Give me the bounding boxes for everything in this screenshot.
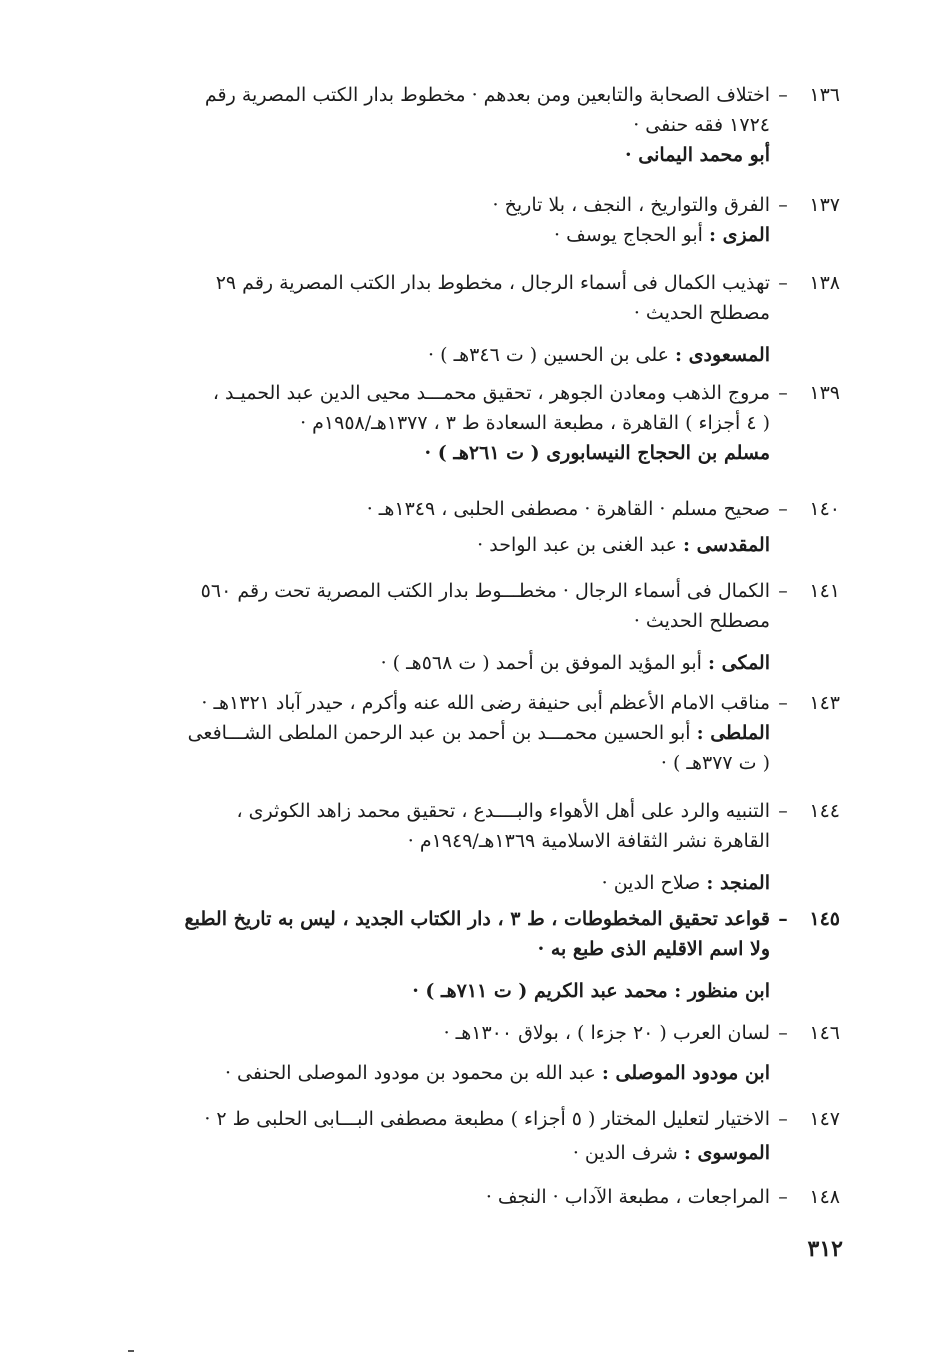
entry-dash: – [778, 1022, 788, 1044]
author-name: المسعودى : [675, 344, 770, 366]
author-heading [70, 718, 840, 748]
bibliography-entry-139 [70, 378, 840, 468]
author-heading [70, 868, 840, 898]
entry-dash: – [778, 84, 788, 106]
bibliography-entry-145 [70, 904, 840, 1006]
author-heading [70, 340, 840, 370]
author-heading [70, 220, 840, 250]
page-number: ٣١٢ [807, 1236, 843, 1262]
author-name: الملطى : [696, 722, 770, 744]
entry-continuation: ولا اسم الاقليم الذى طبع به · [537, 938, 770, 960]
entry-title: قواعد تحقيق المخطوطات ، ط ٣ ، دار الكتاب الجديد ، ليس به تاريخ الطبع [184, 908, 770, 930]
entry-continuation: ١٧٢٤ فقه حنفى · [633, 114, 770, 136]
bibliography-entry-147 [70, 1104, 840, 1168]
entry-dash: – [778, 272, 788, 294]
author-heading [70, 648, 840, 678]
bibliography-entry-144 [70, 796, 840, 898]
entry-first-line [70, 378, 840, 408]
entry-first-line [70, 1018, 840, 1048]
author-name: الموسوى : [683, 1142, 770, 1164]
author-details: صلاح الدين · [601, 872, 701, 894]
entry-number: ١٣٨ [809, 272, 840, 294]
author-name: ابن مودود الموصلى : [601, 1062, 770, 1084]
author-heading: أبو محمد اليمانى · [625, 144, 770, 166]
entry-continuation: مصطلح الحديث · [633, 610, 770, 632]
entry-continuation: ( ٤ أجزاء ) القاهرة ، مطبعة السعادة ط ٣ ، ١٣٧٧هـ/١٩٥٨م · [300, 412, 770, 434]
entry-number: ١٤٧ [809, 1108, 840, 1130]
entry-first-line [70, 80, 840, 110]
entry-continuation: القاهرة نشر الثقافة الاسلامية ١٣٦٩هـ/١٩٤٩م · [407, 830, 770, 852]
author-name: المزى : [708, 224, 770, 246]
entry-first-line [70, 576, 840, 606]
entry-number: ١٤٨ [809, 1186, 840, 1208]
entry-first-line [70, 190, 840, 220]
entry-dash: – [778, 1108, 788, 1130]
entry-continuation: ( ت ٣٧٧هـ ) · [660, 752, 770, 774]
author-details: أبو الحجاج يوسف · [554, 224, 703, 246]
entry-dash: – [778, 800, 788, 822]
entry-first-line [70, 268, 840, 298]
entry-dash: – [778, 194, 788, 216]
author-details: عبد الغنى بن عبد الواحد · [477, 534, 677, 556]
entry-continuation: مصطلح الحديث · [633, 302, 770, 324]
author-details: أبو المؤيد الموفق بن أحمد ( ت ٥٦٨هـ ) · [380, 652, 702, 674]
entry-first-line [70, 688, 840, 718]
entry-dash: – [778, 1186, 788, 1208]
entry-title: التنبيه والرد على أهل الأهواء والبــــدع ، تحقيق محمد زاهد الكوثرى ، [236, 800, 770, 822]
entry-dash: – [778, 580, 788, 602]
entry-first-line [70, 796, 840, 826]
author-name: المنجد : [706, 872, 770, 894]
entry-dash: – [778, 498, 788, 520]
entry-title: صحيح مسلم · القاهرة · مصطفى الحلبى ، ١٣٤٩هـ · [366, 498, 770, 520]
author-heading [70, 530, 840, 560]
entry-number: ١٤١ [809, 580, 840, 602]
entry-title: مروج الذهب ومعادن الجوهر ، تحقيق محمـــد محيى الدين عبد الحميـد ، [212, 382, 770, 404]
entry-first-line [70, 494, 840, 524]
author-details: على بن الحسين ( ت ٣٤٦هـ ) · [428, 344, 669, 366]
entry-number: ١٣٩ [809, 382, 840, 404]
author-name: المقدسى : [682, 534, 770, 556]
entry-dash: – [778, 908, 788, 930]
scan-speck [128, 1350, 134, 1352]
entry-title: لسان العرب ( ٢٠ جزءا ) ، بولاق ١٣٠٠هـ · [443, 1022, 770, 1044]
bibliography-entry-138 [70, 268, 840, 370]
entry-number: ١٣٦ [809, 84, 840, 106]
author-heading: مسلم بن الحجاج النيسابورى ( ت ٢٦١هـ ) · [424, 442, 770, 464]
entry-number: ١٤٥ [809, 908, 840, 930]
bibliography-entry-140 [70, 494, 840, 560]
entry-title: تهذيب الكمال فى أسماء الرجال ، مخطوط بدار الكتب المصرية رقم ٢٩ [215, 272, 770, 294]
bibliography-entry-136 [70, 80, 840, 170]
entry-title: الاختيار لتعليل المختار ( ٥ أجزاء ) مطبعة مصطفى البـــابى الحلبى ط ٢ · [204, 1108, 770, 1130]
bibliography-entry-141 [70, 576, 840, 678]
entry-title: المراجعات ، مطبعة الآداب · النجف · [485, 1186, 770, 1208]
entry-title: الفرق والتواريخ ، النجف ، بلا تاريخ · [492, 194, 770, 216]
bibliography-entry-143 [70, 688, 840, 778]
entry-first-line [70, 1182, 840, 1212]
bibliography-page [70, 70, 840, 1310]
entry-title: اختلاف الصحابة والتابعين ومن بعدهم · مخطوط بدار الكتب المصرية رقم [204, 84, 770, 106]
author-heading [70, 1058, 840, 1088]
author-details: عبد الله بن محمود بن مودود الموصلى الحنفى · [224, 1062, 596, 1084]
entry-dash: – [778, 692, 788, 714]
entry-number: ١٤٠ [809, 498, 840, 520]
entry-number: ١٤٣ [809, 692, 840, 714]
author-name: المكى : [707, 652, 770, 674]
entry-title: مناقب الامام الأعظم أبى حنيفة رضى الله عنه وأكرم ، حيدر آباد ١٣٢١هـ · [201, 692, 770, 714]
entry-title: الكمال فى أسماء الرجال · مخطـــوط بدار الكتب المصرية تحت رقم ٥٦٠ [200, 580, 770, 602]
entry-first-line [70, 1104, 840, 1134]
author-heading: ابن منظور : محمد عبد الكريم ( ت ٧١١هـ ) · [412, 980, 770, 1002]
bibliography-entry-137 [70, 190, 840, 250]
entry-first-line [70, 904, 840, 934]
bibliography-entry-148 [70, 1182, 840, 1212]
author-details: شرف الدين · [572, 1142, 678, 1164]
entry-number: ١٣٧ [809, 194, 840, 216]
author-details: أبو الحسين محمـــد بن أحمد بن عبد الرحمن الملطى الشـــافعى [187, 722, 691, 744]
entry-number: ١٤٦ [809, 1022, 840, 1044]
entry-number: ١٤٤ [809, 800, 840, 822]
author-heading [70, 1138, 840, 1168]
entry-dash: – [778, 382, 788, 404]
bibliography-entry-146 [70, 1018, 840, 1088]
